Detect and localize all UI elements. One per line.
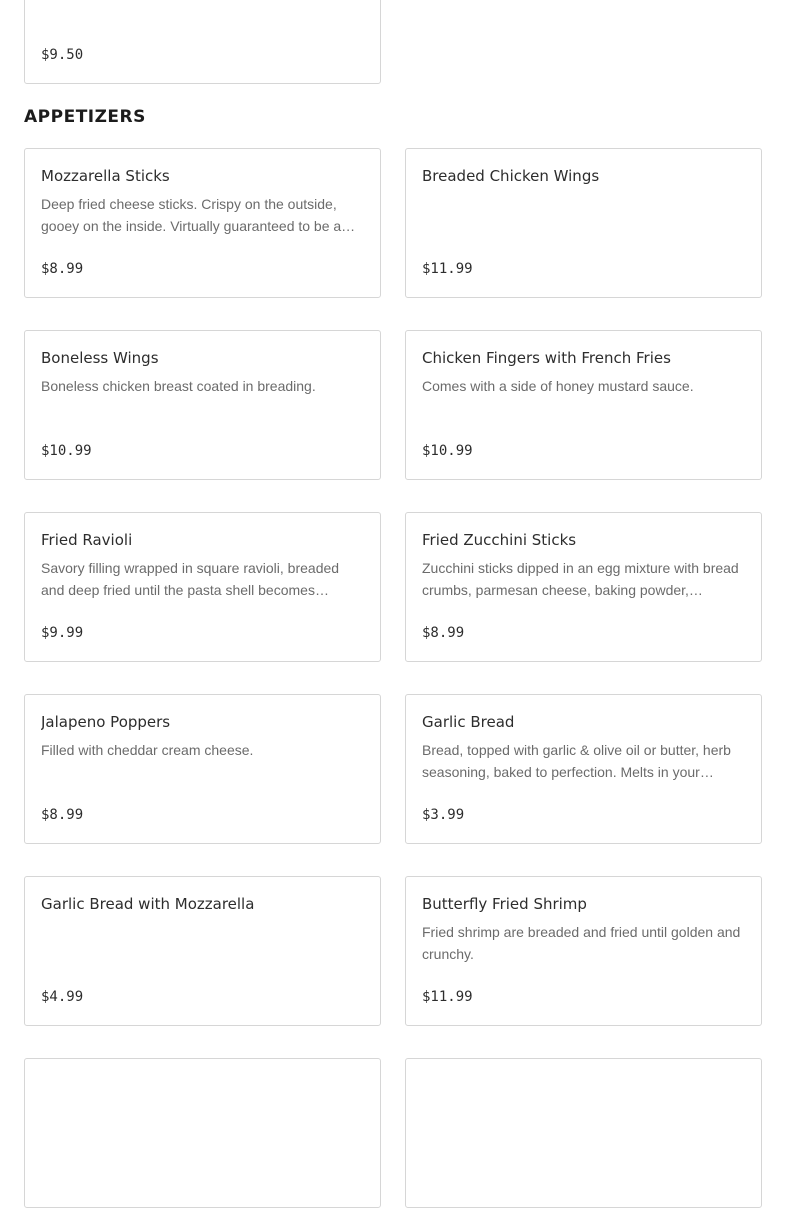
menu-item-card-fried-ravioli[interactable] — [24, 512, 381, 662]
menu-item-card-boneless-wings[interactable] — [24, 330, 381, 480]
item-name: Boneless Wings — [41, 349, 159, 367]
menu-item-card-next-right[interactable] — [405, 1058, 762, 1208]
item-price: $10.99 — [41, 443, 92, 459]
item-description: Zucchini sticks dipped in an egg mixture with bread crumbs, parmesan cheese, baking powder,… — [422, 560, 739, 598]
menu-item-card-garlic-bread[interactable] — [405, 694, 762, 844]
item-name: Chicken Fingers with French Fries — [422, 349, 671, 367]
item-description: Bread, topped with garlic & olive oil or butter, herb seasoning, baked to perfection. Melts in your… — [422, 742, 731, 780]
menu-item-card-butterfly-fried-shrimp[interactable] — [405, 876, 762, 1026]
item-price: $8.99 — [41, 807, 84, 823]
menu-item-card-next-left[interactable] — [24, 1058, 381, 1208]
item-name: Fried Zucchini Sticks — [422, 531, 577, 549]
item-price: $4.99 — [41, 989, 84, 1005]
item-description: Boneless chicken breast coated in breading. — [41, 378, 316, 394]
item-description: Deep fried cheese sticks. Crispy on the outside, gooey on the inside. Virtually guaranteed to be a… — [41, 196, 356, 234]
item-price: $9.50 — [41, 47, 84, 63]
item-description: Fried shrimp are breaded and fried until golden and crunchy. — [422, 924, 741, 962]
item-name: Fried Ravioli — [41, 531, 133, 549]
menu-item-card-breaded-chicken-wings[interactable] — [405, 148, 762, 298]
item-price: $11.99 — [422, 261, 473, 277]
menu-item-card-previous[interactable] — [24, 0, 381, 84]
menu-item-card-fried-zucchini-sticks[interactable] — [405, 512, 762, 662]
menu-item-card-chicken-fingers[interactable] — [405, 330, 762, 480]
item-name: Breaded Chicken Wings — [422, 167, 600, 185]
item-name: Butterfly Fried Shrimp — [422, 895, 587, 913]
item-description: Comes with a side of honey mustard sauce. — [422, 378, 694, 394]
item-description: Savory filling wrapped in square ravioli, breaded and deep fried until the pasta shell becomes… — [41, 560, 340, 598]
item-price: $8.99 — [41, 261, 84, 277]
item-name: Garlic Bread — [422, 713, 515, 731]
item-price: $3.99 — [422, 807, 465, 823]
item-name: Jalapeno Poppers — [41, 713, 171, 731]
item-price: $11.99 — [422, 989, 473, 1005]
item-description: Filled with cheddar cream cheese. — [41, 742, 254, 758]
item-price: $10.99 — [422, 443, 473, 459]
item-name: Garlic Bread with Mozzarella — [41, 895, 255, 913]
menu-item-card-garlic-bread-mozzarella[interactable] — [24, 876, 381, 1026]
menu-item-card-mozzarella-sticks[interactable] — [24, 148, 381, 298]
item-price: $8.99 — [422, 625, 465, 641]
item-name: Mozzarella Sticks — [41, 167, 170, 185]
item-price: $9.99 — [41, 625, 84, 641]
menu-item-card-jalapeno-poppers[interactable] — [24, 694, 381, 844]
section-title: APPETIZERS — [24, 107, 146, 127]
